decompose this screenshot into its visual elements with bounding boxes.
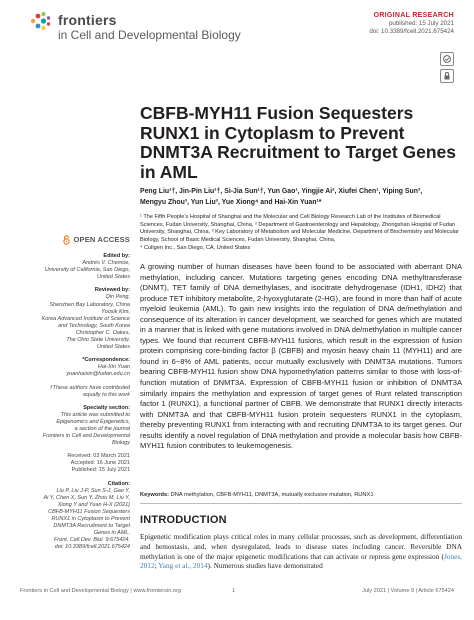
open-access-label: OPEN ACCESS — [73, 235, 130, 245]
doi: doi: 10.3389/fcell.2021.675424 — [369, 28, 454, 35]
specialty-heading: Specialty section: — [83, 404, 130, 411]
reference-link[interactable]: Yang et al., 2014 — [158, 561, 208, 571]
citation-heading: Citation: — [107, 480, 130, 487]
author-list — [140, 187, 460, 208]
edited-by-heading: Edited by: — [103, 253, 130, 259]
specialty-section: This article was submitted to Epigenomics and Epigenetics, a section of the journal Frontiers in Cell and Developmental Biology — [42, 411, 130, 447]
affiliations — [140, 214, 460, 254]
received-date: Received: 03 March 2021 — [67, 453, 130, 460]
accepted-date: Accepted: 16 June 2021 — [70, 460, 130, 467]
article-meta — [369, 12, 454, 36]
abstract: A growing number of human diseases have been found to be associated with aberrant DNA methylation, including cancer. Mutations targeting genes encoding DNA methyltransferase (DNMT), TET family of DNA demethylases, and isocitrate dehydrogenase (IDH1, IDH2) that produce TET inhibitory metabolite, 2-hyoxyglutarate (2-HG), are found in more than half of acute myeloid leukemia (AML). To gain new insights into the regulation of DNA de/methylation and consequence of its alteration in cancer development, we searched for genes which are mutated in a manner that is linked with gene mutations involved in DNA de/methylation in multiple cancer types. We found that recurrent CBFB-MYH11 fusions, which result in the expression of fusion protein comprising core-binding factor β (CBFB) and myosin heavy chain 11 (MYH11) and are found in 6~8% of AML patients, occur mutually exclusively with DNMT3A mutations. Tumors bearing CBFB-MYH11 fusion show DNA hypomethylation patterns similar to those with loss-of-function mutation of DNMT3A. Expression of CBFB-MYH11 fusion or inhibition of DNMT3A similarly impairs the methylation and expression of target genes of Runt related transcription factor 1 (RUNX1), a functional partner of CBFB. We demonstrate that RUNX1 directly interacts with DNMT3A and that CBFB-MYH11 fusion protein sequesters RUNX1 in the cytoplasm, thereby preventing RUNX1 from interacting with and recruiting DNMT3A to its target genes. Our results identify a novel regulation of DNA methylation and provide a molecular basis how CBFB-MYH11 fusion contributes to leukemogenesis. — [140, 262, 462, 451]
brand-name: frontiers — [58, 12, 117, 28]
intro-separator: ; — [154, 561, 159, 571]
article-title: CBFB-MYH11 Fusion Sequesters RUNX1 in Cytoplasm to Prevent DNMT3A Recruitment to Target Genes in AML — [140, 103, 457, 182]
reference-link[interactable]: Jones, 2012 — [140, 551, 462, 571]
check-updates-icon[interactable] — [440, 52, 454, 66]
reviewed-by-heading: Reviewed by: — [94, 287, 130, 294]
introduction-text — [140, 532, 462, 571]
keywords — [140, 492, 462, 498]
editor: Andrés V. Chemoe, University of California, San Diego, United States — [44, 260, 130, 281]
published-date-left: Published: 15 July 2021 — [71, 467, 130, 474]
article-sidebar — [30, 235, 130, 557]
author-line: Mengyu Zhou³, Yun Liu³, Yue Xiong⁴ and Hai-Xin Yuan¹* — [140, 198, 322, 206]
article-type: ORIGINAL RESEARCH — [373, 12, 454, 19]
introduction-heading: INTRODUCTION — [140, 514, 227, 526]
journal-name: in Cell and Developmental Biology — [58, 28, 241, 42]
intro-text: ). Numerous studies have demonstrated — [207, 561, 323, 571]
correspondence[interactable]: Hai-Xin Yuan yuanhaixin@fudan.edu.cn — [66, 364, 130, 378]
frontiers-logo-icon — [29, 10, 51, 32]
author-line: Peng Liu¹†, Jin-Pin Liu¹†, Si-Jia Sun¹†, Yun Gao¹, Yingjie Ai², Xiufei Chen¹, Yiping Sun³, — [140, 188, 423, 195]
lock-icon[interactable] — [440, 69, 454, 83]
footer-issue: July 2021 | Volume 9 | Article 675424 — [362, 588, 454, 594]
intro-text: Epigenetic modification plays critical roles in many cellular processes, such as development, differentiation and hemostasis, and, when dysregulated, leads to disease states including cancer. Reversible DNA methylation is one of the major epigenetic modifications that can activate or repress gene expression ( — [140, 532, 462, 561]
keywords-label: Keywords: — [140, 492, 170, 498]
correspondence-heading: *Correspondence: — [82, 357, 130, 364]
published-date: published: 15 July 2021 — [388, 20, 454, 27]
section-divider — [140, 503, 462, 504]
footer-journal: Frontiers in Cell and Developmental Biology | www.frontiersin.org — [20, 588, 181, 594]
open-access-icon — [63, 235, 70, 245]
reviewers: Qin Peng, Shenzhen Bay Laboratory, China Yoosik Kim, Korea Advanced Institute of Science and Technology, South Korea Christopher C. Oakes, The Ohio State University, United States — [41, 294, 130, 351]
affiliation: ⁴ Cullgen Inc., San Diego, CA, United States — [140, 245, 251, 251]
citation: Liu P, Liu J-P, Sun S-J, Gao Y, Ai Y, Chen X, Sun Y, Zhou M, Liu Y, Xiong Y and Yuan H-X (2021) CBFB-MYH11 Fusion Sequesters RUNX1 in Cytoplasm to Prevent DNMT3A Recruitment to Target Genes in AML. Front. Cell Dev. Biol. 9:675424. doi: 10.3389/fcell.2021.675424 — [43, 487, 130, 551]
keywords-list: DNA methylation, CBFB-MYH11, DNMT3A, mutually exclusive mutation, RUNX1 — [170, 492, 374, 498]
page-footer — [20, 588, 454, 594]
header-icons — [440, 52, 454, 86]
affiliation: ¹ The Fifth People’s Hospital of Shanghai and the Molecular and Cell Biology Research Lab of the Institutes of Biomedical Sciences, Fudan University, Shanghai, China, ² Department of Gastroenterology and Hepatology, Zhongshan Hospital of Fudan University, Shanghai, China, ³ Key Laboratory of Metabolism and Molecular Medicine, Department of Biochemistry and Molecular Biology, School of Basic Medical Sciences, Fudan University, Shanghai, China, — [140, 214, 459, 243]
open-access-badge — [30, 235, 130, 245]
page-number: 1 — [232, 588, 236, 594]
equal-contribution-note: †These authors have contributed equally to this work — [49, 384, 130, 398]
